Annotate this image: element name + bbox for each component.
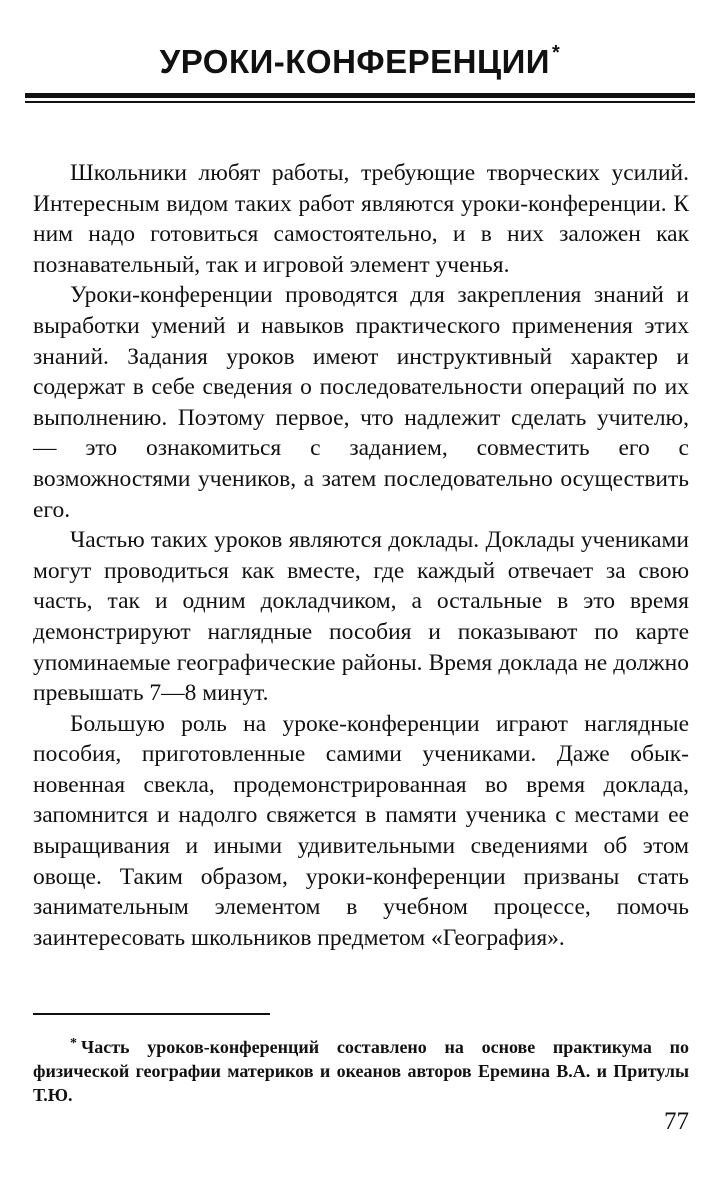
header-rule-thin (25, 101, 695, 103)
title-footnote-mark: * (552, 42, 561, 64)
paragraph: Уроки-конференции проводятся для закрепления знаний и выработки умений и навыков практического применения этих знаний. Задания уроков имеют инструктивный характер и содержат в себе сведения о последовательности операций по их выполнению. Поэтому первое, что надлежит сделать учителю, — это ознакомиться с заданием, совместить его с возможностями учеников, а затем последовательно осуществить его. (33, 282, 689, 523)
paragraph: Школьники любят работы, требующие творческих усилий. Интересным видом таких работ являются уроки-конференции. К ним надо готовиться самостоятельно, и в них заложен как познавательный, так и игровой элемент ученья. (33, 160, 689, 278)
footnote (33, 1032, 689, 1107)
paragraph: Частью таких уроков являются доклады. Доклады учениками могут проводиться как вместе, где каждый отвечает за свою часть, так и одним докладчиком, а остальные в это время демонстрируют наглядные пособия и показывают по карте упоминаемые географические районы. Время доклада не должно превышать 7—8 минут. (33, 527, 689, 707)
page-title (0, 42, 720, 81)
footnote-text: Часть уроков-конференций составлено на основе практикума по физической географии материков и океанов авторов Еремина В.А. и Притулы Т.Ю. (33, 1037, 689, 1105)
page-title-text: УРОКИ-КОНФЕРЕНЦИИ (159, 43, 551, 80)
body-text (33, 158, 689, 953)
footnote-separator (33, 1013, 270, 1015)
header-rule-thick (25, 93, 695, 98)
footnote-mark: * (70, 1036, 77, 1051)
page-number: 77 (664, 1108, 689, 1135)
paragraph: Большую роль на уроке-конференции играют наглядные пособия, приготовленные самими учениками. Даже обыкновенная свекла, продемонстрированная во время доклада, запомнится и надолго свяжется в памяти ученика с местами ее выращивания и иными удивительными сведениями об этом овоще. Таким образом, уроки-конференции призваны стать занимательным элементом в учебном процессе, помочь заинтересовать школьников предметом «География». (33, 710, 689, 951)
